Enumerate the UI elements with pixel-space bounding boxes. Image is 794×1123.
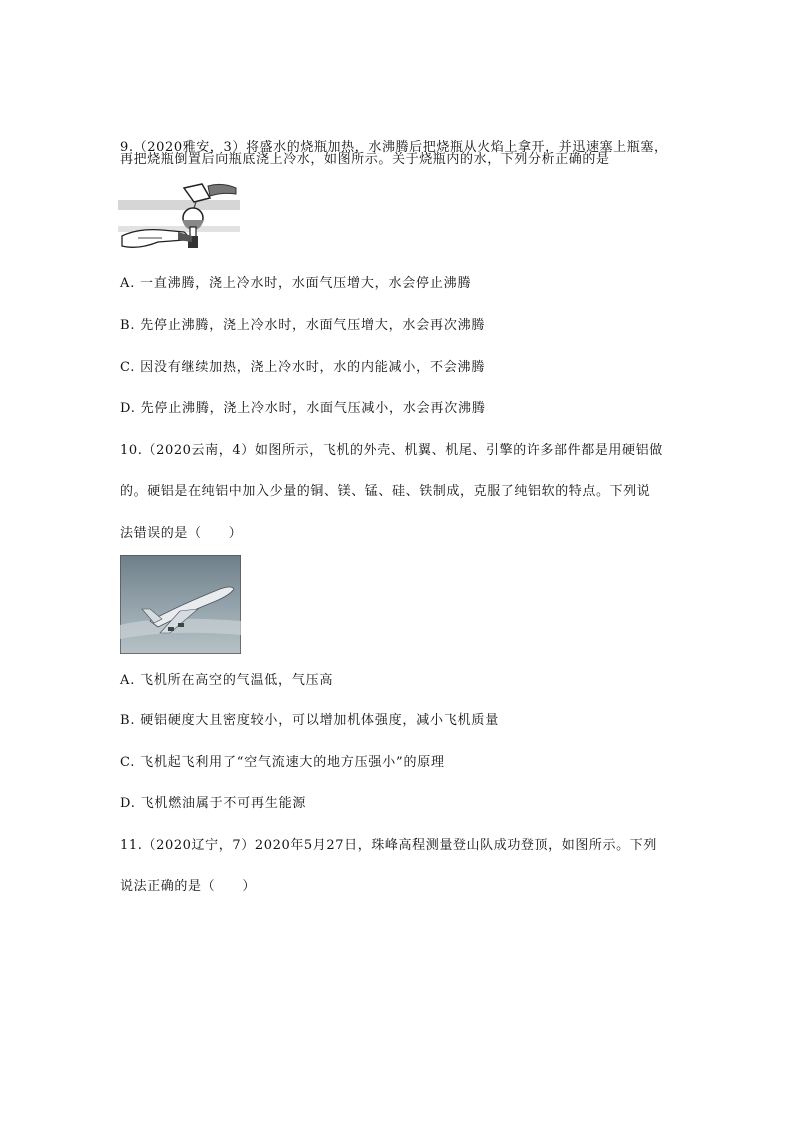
q10-stem-line3: 法错误的是（ ） xyxy=(120,526,243,541)
q9-option-c: C. 因没有继续加热，浇上冷水时，水的内能减小，不会沸腾 xyxy=(120,360,486,375)
q10-stem-line2: 的。硬铝是在纯铝中加入少量的铜、镁、锰、硅、铁制成，克服了纯铝软的特点。下列说 xyxy=(120,484,651,499)
q9-stem-line1: 9.（2020雅安，3）将盛水的烧瓶加热，水沸腾后把烧瓶从火焰上拿开，并迅速塞上瓶塞， xyxy=(120,140,668,155)
q9-option-b: B. 先停止沸腾，浇上冷水时，水面气压增大，水会再次沸腾 xyxy=(120,318,486,333)
airplane-photo xyxy=(120,555,241,654)
q9-option-d: D. 先停止沸腾，浇上冷水时，水面气压减小，水会再次沸腾 xyxy=(120,401,486,416)
q10-stem-line1: 10.（2020云南，4）如图所示，飞机的外壳、机翼、机尾、引擎的许多部件都是用硬铝做 xyxy=(120,443,663,458)
q9-stem-line2: 再把烧瓶倒置后向瓶底浇上冷水，如图所示。关于烧瓶内的水，下列分析正确的是 xyxy=(120,152,610,167)
q10-option-b: B. 硬铝硬度大且密度较小，可以增加机体强度，减小飞机质量 xyxy=(120,713,500,728)
q10-option-a: A. 飞机所在高空的气温低，气压高 xyxy=(120,673,334,688)
q10-option-d: D. 飞机燃油属于不可再生能源 xyxy=(120,796,307,811)
q9-option-a: A. 一直沸腾，浇上冷水时，水面气压增大，水会停止沸腾 xyxy=(120,276,472,291)
flask-figure xyxy=(118,180,240,256)
q11-stem-line2: 说法正确的是（ ） xyxy=(120,879,257,894)
q11-stem-line1: 11.（2020辽宁，7）2020年5月27日，珠峰高程测量登山队成功登顶，如图所示。下列 xyxy=(120,838,657,853)
q10-option-c: C. 飞机起飞利用了“空气流速大的地方压强小”的原理 xyxy=(120,755,445,770)
